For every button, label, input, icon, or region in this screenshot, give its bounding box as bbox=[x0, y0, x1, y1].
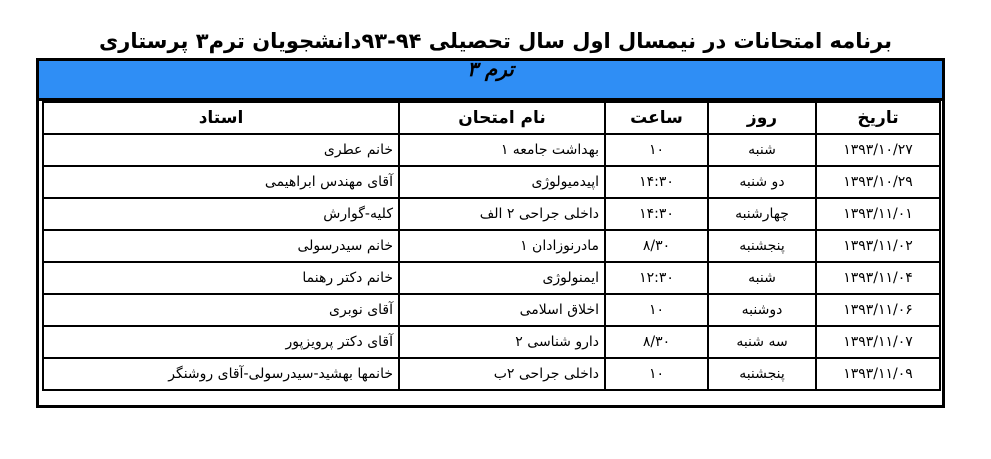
cell-day: سه شنبه bbox=[708, 326, 816, 358]
table-row bbox=[43, 198, 940, 230]
cell-day: پنجشنبه bbox=[708, 230, 816, 262]
cell-teacher: کلیه-گوارش bbox=[43, 198, 399, 230]
table-row bbox=[43, 326, 940, 358]
cell-date: ۱۳۹۳/۱۱/۰۶ bbox=[816, 294, 940, 326]
page-title: برنامه امتحانات در نیمسال اول سال تحصیلی ۹۴-۹۳دانشجویان ترم۳ پرستاری bbox=[99, 29, 892, 53]
cell-time: ۱۰ bbox=[605, 134, 708, 166]
cell-day: دو شنبه bbox=[708, 166, 816, 198]
cell-exam: ایمنولوژی bbox=[399, 262, 605, 294]
cell-time: ۸/۳۰ bbox=[605, 230, 708, 262]
cell-date: ۱۳۹۳/۱۱/۰۲ bbox=[816, 230, 940, 262]
cell-day: شنبه bbox=[708, 262, 816, 294]
header-date: تاریخ bbox=[816, 102, 940, 134]
cell-time: ۱۴:۳۰ bbox=[605, 166, 708, 198]
cell-date: ۱۳۹۳/۱۰/۲۹ bbox=[816, 166, 940, 198]
cell-time: ۱۴:۳۰ bbox=[605, 198, 708, 230]
table-row bbox=[43, 294, 940, 326]
cell-time: ۱۰ bbox=[605, 358, 708, 390]
cell-date: ۱۳۹۳/۱۱/۰۷ bbox=[816, 326, 940, 358]
cell-teacher: خانمها بهشید-سیدرسولی-آقای روشنگر bbox=[43, 358, 399, 390]
header-teacher: استاد bbox=[43, 102, 399, 134]
cell-date: ۱۳۹۳/۱۱/۰۹ bbox=[816, 358, 940, 390]
cell-teacher: آقای دکتر پرویزپور bbox=[43, 326, 399, 358]
table-header-row bbox=[43, 102, 940, 134]
cell-exam: داخلی جراحی ۲ الف bbox=[399, 198, 605, 230]
cell-time: ۱۰ bbox=[605, 294, 708, 326]
cell-exam: اخلاق اسلامی bbox=[399, 294, 605, 326]
header-day: روز bbox=[708, 102, 816, 134]
cell-date: ۱۳۹۳/۱۰/۲۷ bbox=[816, 134, 940, 166]
term-banner bbox=[39, 57, 942, 101]
cell-date: ۱۳۹۳/۱۱/۰۴ bbox=[816, 262, 940, 294]
cell-teacher: خانم سیدرسولی bbox=[43, 230, 399, 262]
cell-day: شنبه bbox=[708, 134, 816, 166]
header-time: ساعت bbox=[605, 102, 708, 134]
term-banner-label: ترم ۳ bbox=[467, 57, 514, 81]
cell-day: دوشنبه bbox=[708, 294, 816, 326]
table-row bbox=[43, 166, 940, 198]
cell-exam: دارو شناسی ۲ bbox=[399, 326, 605, 358]
cell-teacher: خانم عطری bbox=[43, 134, 399, 166]
cell-exam: داخلی جراحی ۲ب bbox=[399, 358, 605, 390]
table-row bbox=[43, 134, 940, 166]
cell-teacher: آقای مهندس ابراهیمی bbox=[43, 166, 399, 198]
cell-teacher: آقای نوبری bbox=[43, 294, 399, 326]
cell-day: پنجشنبه bbox=[708, 358, 816, 390]
cell-date: ۱۳۹۳/۱۱/۰۱ bbox=[816, 198, 940, 230]
cell-day: چهارشنبه bbox=[708, 198, 816, 230]
exam-schedule-table bbox=[42, 101, 941, 391]
cell-teacher: خانم دکتر رهنما bbox=[43, 262, 399, 294]
cell-time: ۱۲:۳۰ bbox=[605, 262, 708, 294]
table-row bbox=[43, 230, 940, 262]
schedule-sheet bbox=[36, 58, 945, 408]
table-row bbox=[43, 262, 940, 294]
header-exam: نام امتحان bbox=[399, 102, 605, 134]
cell-time: ۸/۳۰ bbox=[605, 326, 708, 358]
cell-exam: اپیدمیولوژی bbox=[399, 166, 605, 198]
cell-exam: مادرنوزادان ۱ bbox=[399, 230, 605, 262]
table-row bbox=[43, 358, 940, 390]
cell-exam: بهداشت جامعه ۱ bbox=[399, 134, 605, 166]
